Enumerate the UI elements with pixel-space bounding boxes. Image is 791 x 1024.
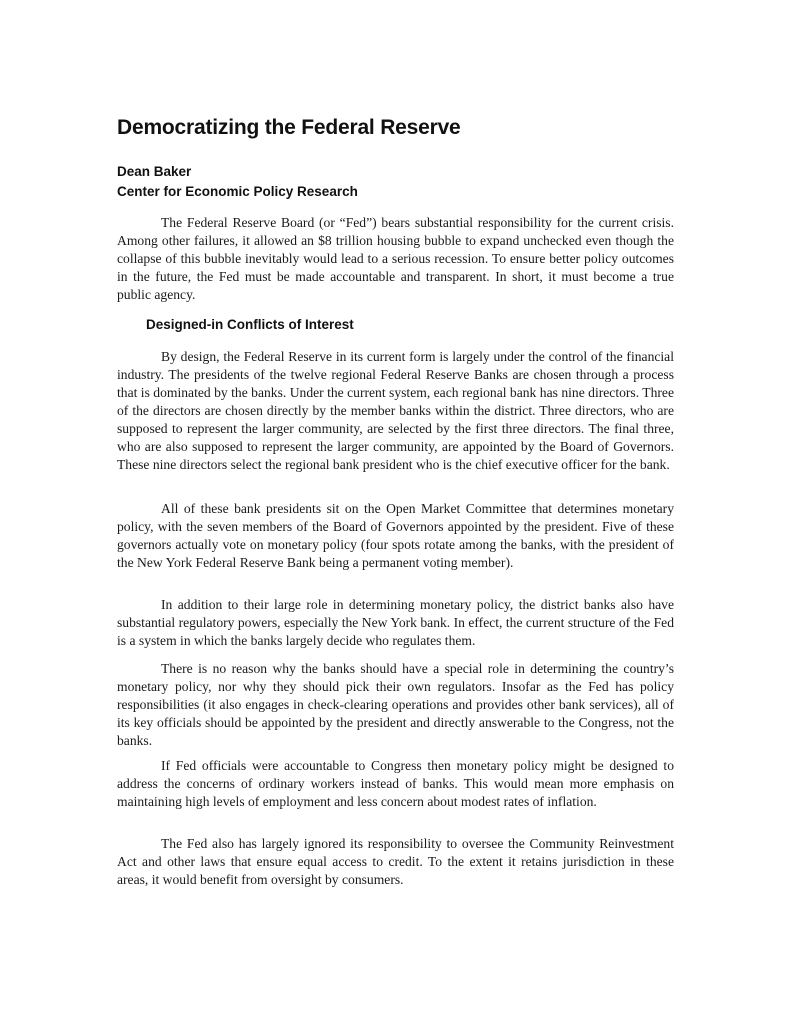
body-paragraph: The Fed also has largely ignored its responsibility to oversee the Community Reinvestment Act and other laws that ensure equal access to credit. To the extent it retains jurisdiction in these areas, it would benefit from oversight by consumers.	[117, 836, 674, 887]
body-paragraph: By design, the Federal Reserve in its current form is largely under the control of the financial industry. The presidents of the twelve regional Federal Reserve Banks are chosen through a process that is dominated by the banks. Under the current system, each regional bank has nine directors. Three of the directors are chosen directly by the member banks within the district. Three directors, who are supposed to represent the larger community, are selected by the first three directors. The final three, who are also supposed to represent the larger community, are appointed by the Board of Governors. These nine directors select the regional bank president who is the chief executive officer for the bank.	[117, 349, 674, 472]
author-block	[117, 162, 677, 202]
intro-paragraph: The Federal Reserve Board (or “Fed”) bears substantial responsibility for the current crisis. Among other failures, it allowed an $8 trillion housing bubble to expand unchecked even though the collapse of this bubble inevitably would lead to a serious recession. To ensure better policy outcomes in the future, the Fed must be made accountable and transparent. In short, it must become a true public agency.	[117, 215, 674, 302]
author-affiliation: Center for Economic Policy Research	[117, 184, 358, 199]
author-name: Dean Baker	[117, 164, 192, 179]
body-paragraph: There is no reason why the banks should have a special role in determining the country’s monetary policy, nor why they should pick their own regulators. Insofar as the Fed has policy responsibilities (it also engages in check-clearing operations and provides other bank services), all of its key officials should be appointed by the president and directly answerable to the Congress, not the banks.	[117, 661, 674, 748]
section-heading: Designed-in Conflicts of Interest	[146, 317, 354, 332]
document-title: Democratizing the Federal Reserve	[117, 116, 461, 139]
body-paragraph: If Fed officials were accountable to Congress then monetary policy might be designed to address the concerns of ordinary workers instead of banks. This would mean more emphasis on maintaining high levels of employment and less concern about modest rates of inflation.	[117, 758, 674, 809]
body-paragraph: All of these bank presidents sit on the Open Market Committee that determines monetary policy, with the seven members of the Board of Governors appointed by the president. Five of these governors actually vote on monetary policy (four spots rotate among the banks, with the president of the New York Federal Reserve Bank being a permanent voting member).	[117, 501, 674, 570]
body-paragraph: In addition to their large role in determining monetary policy, the district banks also have substantial regulatory powers, especially the New York bank. In effect, the current structure of the Fed is a system in which the banks largely decide who regulates them.	[117, 597, 674, 648]
